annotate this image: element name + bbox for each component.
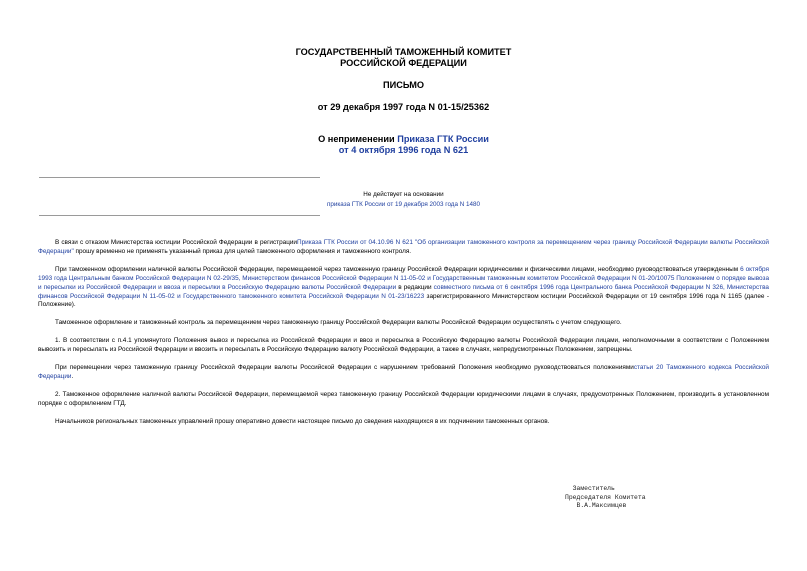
p5-text-a: При перемещении через таможенную границу Российской Федерации валюты Российской Федерации с нарушением требований Положения необходимо руководствоваться положениями bbox=[55, 364, 634, 372]
p1-text-b: прошу временно не применять указанный приказ для целей таможенного оформления и таможенного контроля. bbox=[73, 247, 412, 255]
divider-bottom bbox=[39, 215, 320, 216]
p2-joint-letter-link[interactable]: совместного письма от 6 сентября 1996 года Центрального банка Российской Федерации N 326, Министерства финансов Российской Федерации N 11-05-02 и Государственного таможенного комитета Российской Федерации N 01-23/16223 bbox=[38, 283, 769, 300]
paragraph-3: Таможенное оформление и таможенный контроль за перемещением через таможенную границу Российской Федерации валюты Российской Федерации осуществлять с учетом следующего. bbox=[55, 319, 622, 327]
p5-customs-code-link[interactable]: статьи 20 Таможенного кодекса Российской Федерации bbox=[38, 364, 769, 380]
p2-text-b: в редакции bbox=[396, 283, 434, 291]
document-type: ПИСЬМО bbox=[382, 80, 425, 90]
signature-name: В.А.Максимцев bbox=[565, 502, 627, 510]
paragraph-2 bbox=[38, 266, 769, 311]
p1-order-link[interactable]: Приказа ГТК России от 04.10.96 N 621 "Об организации таможенного контроля за перемещением через границу Российской Федерации валюты Российской Федерации" bbox=[38, 239, 769, 255]
status-note: Не действует на основании bbox=[363, 191, 444, 198]
divider-top bbox=[39, 177, 320, 178]
signature-position: Председателя Комитета bbox=[565, 493, 646, 501]
letter-body bbox=[38, 239, 769, 436]
status-note-link-row bbox=[0, 201, 807, 209]
title-order-link[interactable]: Приказа ГТК России bbox=[397, 134, 489, 144]
issuing-authority-line-2: РОССИЙСКОЙ ФЕДЕРАЦИИ bbox=[340, 58, 467, 68]
p1-text-a: В связи с отказом Министерства юстиции Российской Федерации в регистрации bbox=[55, 239, 297, 246]
p5-text-b: . bbox=[71, 372, 74, 380]
document-date-number: от 29 декабря 1997 года N 01-15/25362 bbox=[317, 102, 490, 112]
p2-text-c: зарегистрированного Министерством юстиции Российской Федерации от 19 сентября 1996 года N 1165 (далее - Положение). bbox=[38, 292, 769, 309]
repeal-order-link[interactable]: приказа ГТК России от 19 декабря 2003 года N 1480 bbox=[326, 201, 481, 208]
title-prefix: О неприменении bbox=[318, 134, 398, 144]
signature-title: Заместитель bbox=[565, 485, 615, 492]
document-title-line-2 bbox=[0, 145, 807, 156]
document-title bbox=[0, 134, 807, 145]
paragraph-1 bbox=[38, 239, 769, 257]
paragraph-5 bbox=[38, 364, 769, 382]
paragraph-7: Начальников региональных таможенных управлений прошу оперативно довести настоящее письмо до сведения находящихся в их подчинении таможенных органов. bbox=[55, 417, 550, 425]
p2-text-a: При таможенном оформлении наличной валюты Российской Федерации, перемещаемой через таможенную границу Российской Федерации юридическими и физическими лицами, необходимо руководствоваться утвержденным bbox=[55, 265, 741, 273]
issuing-authority-line-1: ГОСУДАРСТВЕННЫЙ ТАМОЖЕННЫЙ КОМИТЕТ bbox=[295, 47, 512, 57]
p2-regulation-link[interactable]: 6 октября 1993 года Центральным банком Российской Федерации N 02-29/35, Министерством финансов Российской Федерации N 11-05-02 и Государственным таможенным комитетом Российской Федерации N 01-20/10075 Положением о порядке вывоза и пересылки из Российской Федерации и ввоза и пересылки в Российскую Федерацию валюты Российской Федерации bbox=[38, 265, 769, 291]
signature-block bbox=[565, 485, 765, 511]
paragraph-4: 1. В соответствии с п.4.1 упомянутого Положения вывоз и пересылка из Российской Федерации и ввоз и пересылка в Российскую Федерацию валюты Российской Федерации лицами, неполномочными в соответствии с Положением вывозить и пересылать из Российской Федерации и ввозить и пересылать в Российскую Федерацию валюту Российской Федерации, а также в случаях, непредусмотренных Положением, запрещены. bbox=[38, 337, 769, 354]
paragraph-6: 2. Таможенное оформление наличной валюты Российской Федерации, перемещаемой через таможенную границу Российской Федерации юридическими лицами в случаях, предусмотренных Положением, производить в установленном порядке с оформлением ГТД. bbox=[38, 390, 769, 407]
title-order-date-link[interactable]: от 4 октября 1996 года N 621 bbox=[338, 145, 469, 155]
